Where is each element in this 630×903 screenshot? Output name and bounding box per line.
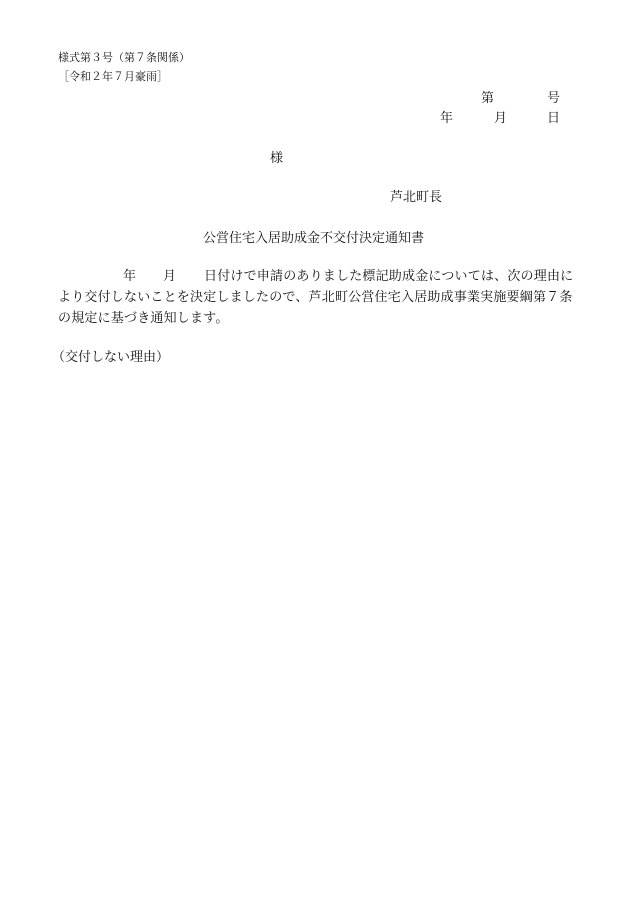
issue-date-month: 月 [494,111,508,126]
document-title: 公営住宅入居助成金不交付決定通知書 [203,231,425,246]
issue-date-year: 年 [440,111,454,126]
body-date-month: 月 [163,269,177,284]
reason-heading: （交付しない理由） [52,350,170,365]
addressee-sama: 様 [270,151,284,166]
form-number: 様式第３号（第７条関係） [58,51,190,64]
issuer-title: 芦北町長 [390,190,443,205]
document-number-dai: 第 [481,91,495,106]
body-line-3: の規定に基づき通知します。 [58,311,229,326]
body-line-1: 日付けで申請のありました標記助成金については、次の理由に [204,269,574,284]
issue-date-day: 日 [547,111,561,126]
body-line-2: より交付しないことを決定しましたので、芦北町公営住宅入居助成事業実施要綱第７条 [58,290,573,305]
body-date-year: 年 [123,269,137,284]
revision-note: ［令和２年７月豪雨］ [58,70,168,83]
document-number-go: 号 [547,91,561,106]
